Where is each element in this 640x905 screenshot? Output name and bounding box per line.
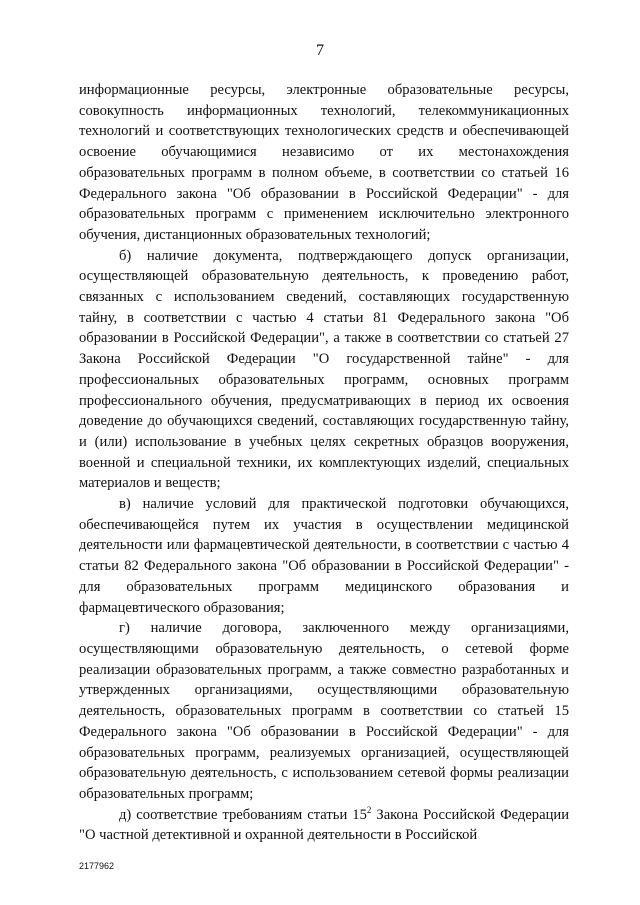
page-number: 7 bbox=[316, 42, 324, 59]
paragraph-b: б) наличие документа, подтверждающего допуск организации, осуществляющей образовательную деятельность, к проведению работ, связанных с использованием сведений, составляющих государственную тайну, в соответствии с частью 4 статьи 81 Федерального закона "Об образовании в Российской Федерации", а также в соответствии со статьей 27 Закона Российской Федерации "О государственной тайне" - для профессиональных образовательных программ, основных программ профессионального обучения, предусматривающих в период их освоения доведение до обучающихся сведений, составляющих государственную тайну, и (или) использование в учебных целях секретных образцов вооружения, военной и специальной техники, их комплектующих изделий, специальных материалов и веществ; bbox=[79, 247, 569, 492]
paragraph-d-end: Закона Российской Федерации "О частной детективной и охранной деятельности в Российской bbox=[79, 806, 570, 844]
paragraph-d bbox=[79, 805, 569, 846]
superscript: 2 bbox=[366, 804, 372, 815]
paragraph-d-start: д) соответствие требованиям статьи 15 bbox=[119, 806, 367, 823]
document-code: 2177962 bbox=[79, 861, 115, 871]
paragraph-g: г) наличие договора, заключенного между организациями, осуществляющими образовательную деятельность, о сетевой форме реализации образовательных программ, а также совместно разработанных и утвержденных организациями, осуществляющими образовательную деятельность, образовательных программ в соответствии со статьей 15 Федерального закона "Об образовании в Российской Федерации" - для образовательных программ, реализуемых организацией, осуществляющей образовательную деятельность, с использованием сетевой формы реализации образовательных программ; bbox=[79, 620, 569, 802]
paragraph-v: в) наличие условий для практической подготовки обучающихся, обеспечивающейся путем их участия в осуществлении медицинской деятельности или фармацевтической деятельности, в соответствии с частью 4 статьи 82 Федерального закона "Об образовании в Российской Федерации" - для образовательных программ медицинского образования и фармацевтического образования; bbox=[79, 496, 569, 616]
paragraph-continuation: информационные ресурсы, электронные образовательные ресурсы, совокупность информационных технологий, телекоммуникационных технологий и соответствующих технологических средств и обеспечивающей освоение обучающимися независимо от их местонахождения образовательных программ в полном объеме, в соответствии со статьей 16 Федерального закона "Об образовании в Российской Федерации" - для образовательных программ с применением исключительно электронного обучения, дистанционных образовательных технологий; bbox=[79, 82, 569, 243]
document-body bbox=[79, 80, 569, 846]
